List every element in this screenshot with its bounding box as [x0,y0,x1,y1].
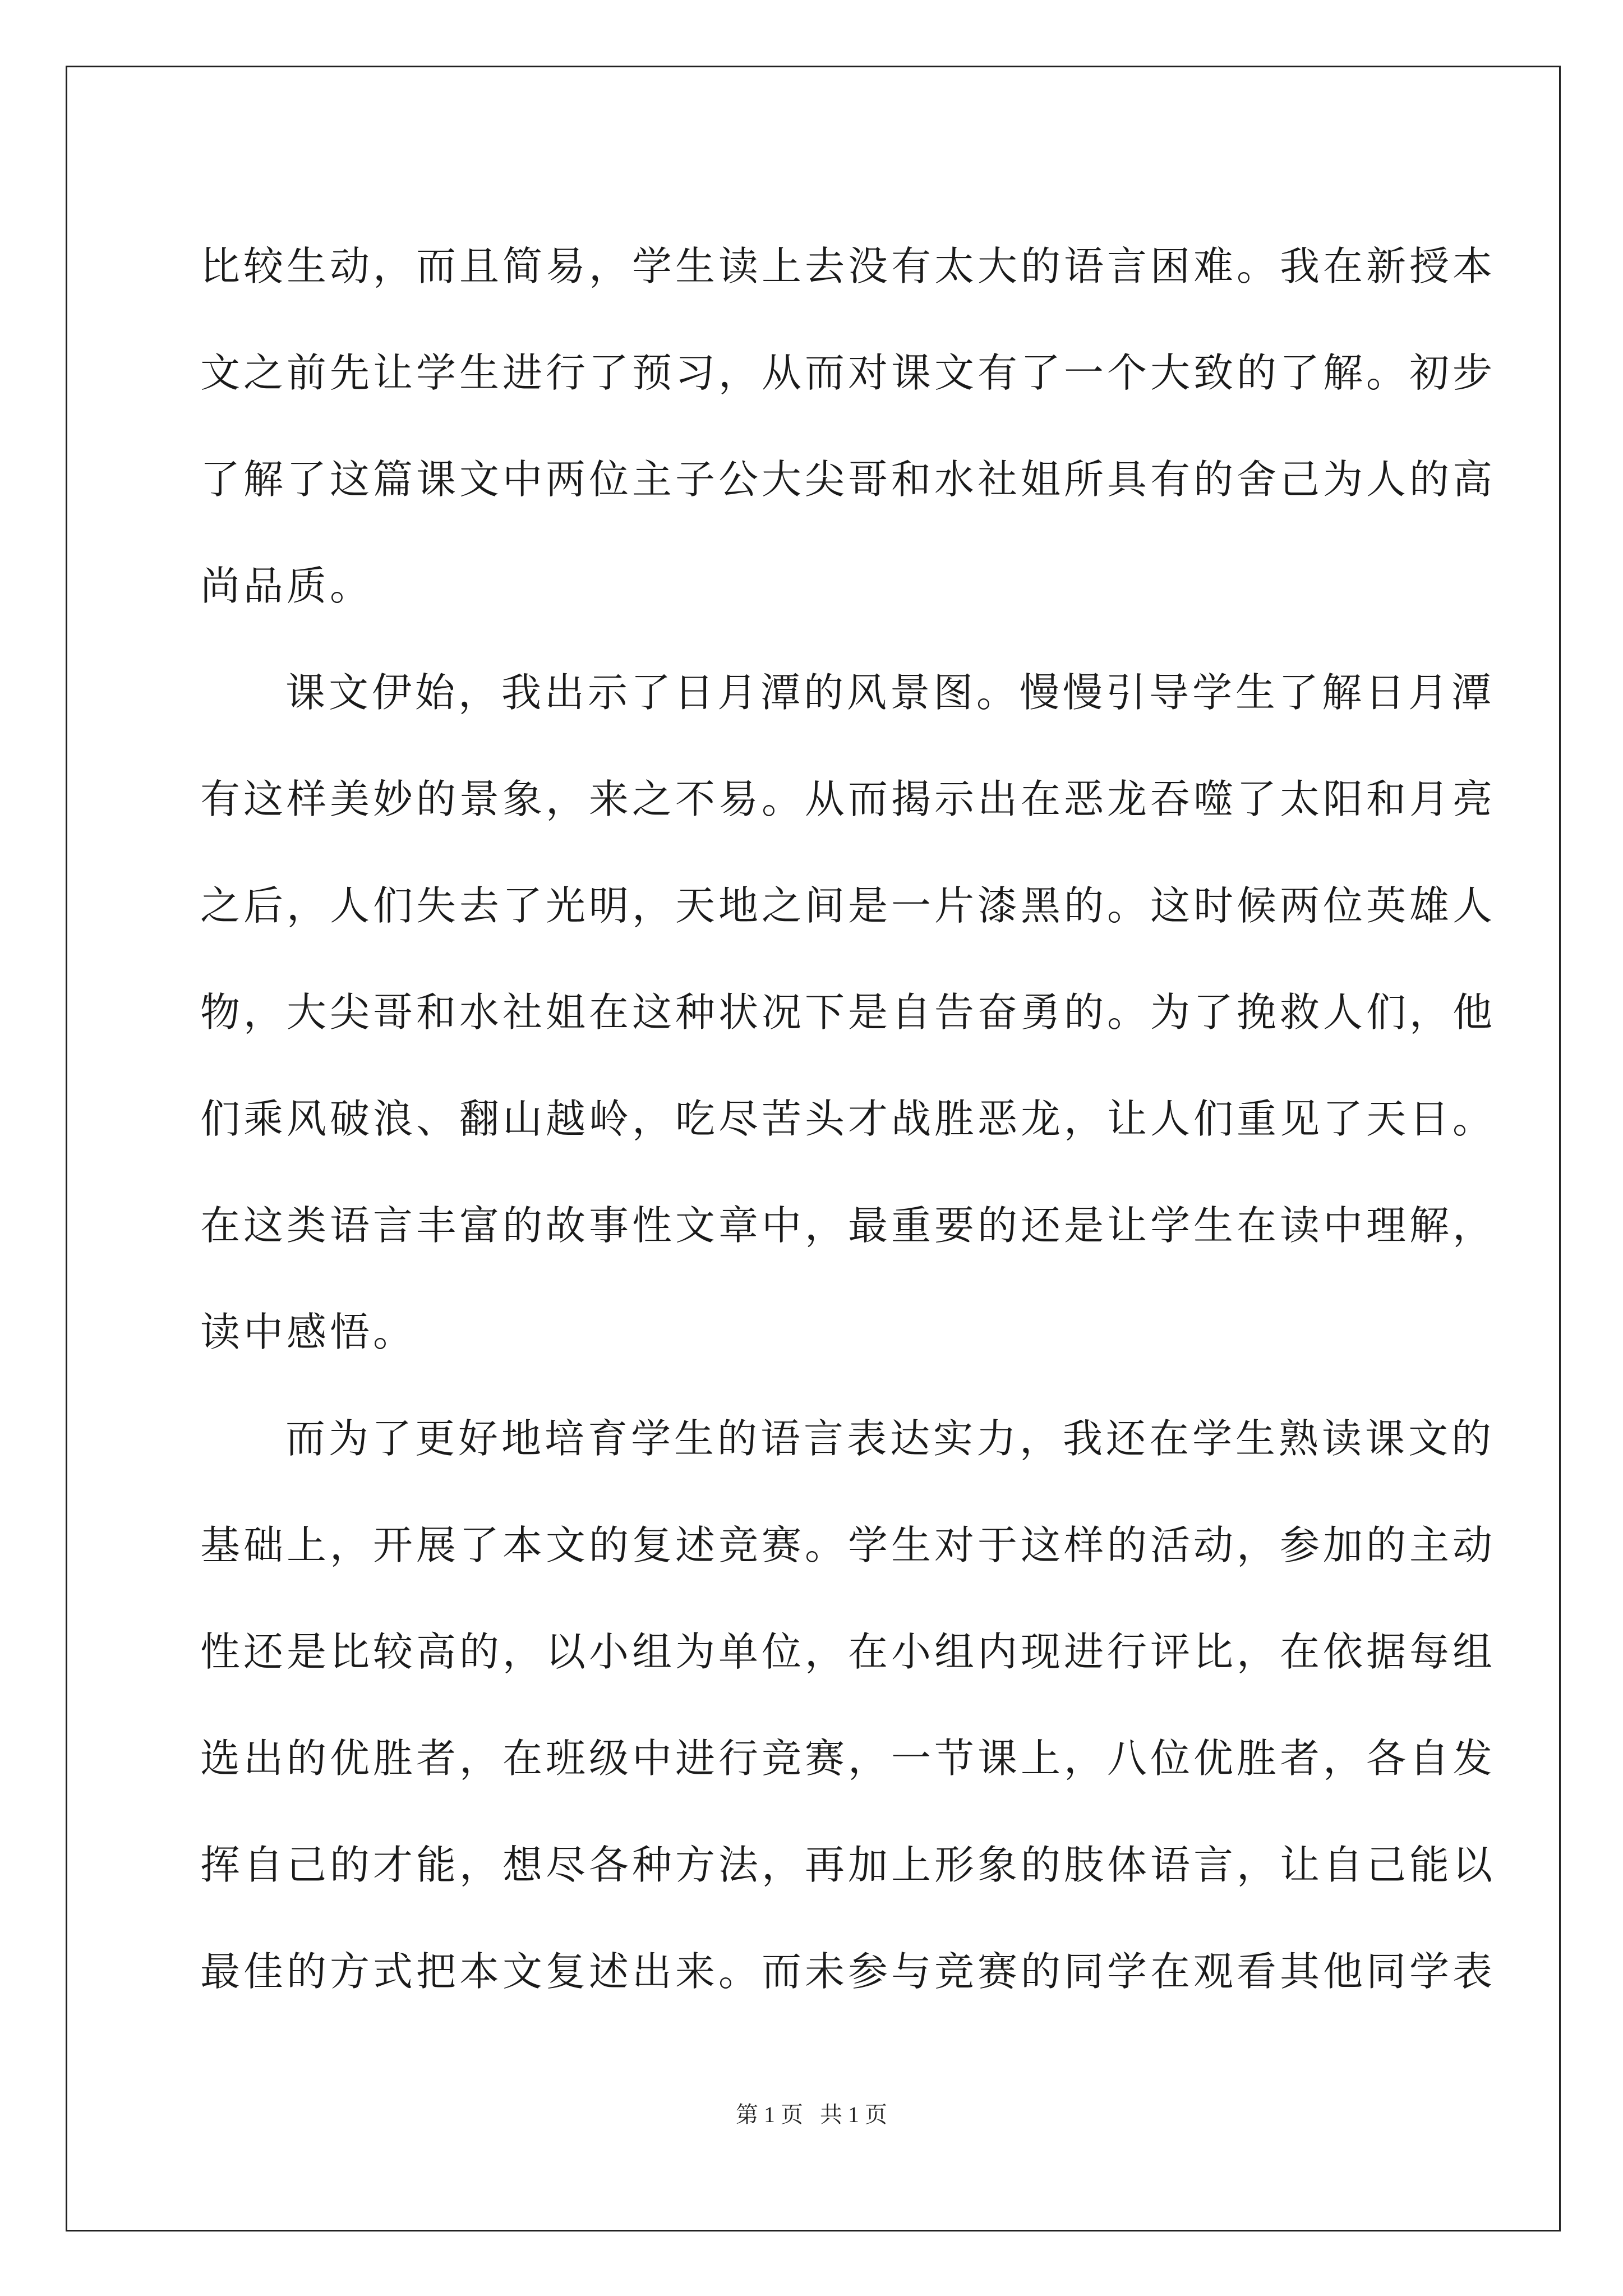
text-line: 最佳的方式把本文复述出来。而未参与竞赛的同学在观看其他同学表 [200,1948,1496,1995]
text-line: 课文伊始，我出示了日月潭的风景图。慢慢引导学生了解日月潭 [285,669,1495,716]
document-body [200,213,1496,2025]
text-line: 在这类语言丰富的故事性文章中，最重要的还是让学生在读中理解， [200,1202,1496,1249]
text-line: 选出的优胜者，在班级中进行竞赛，一节课上，八位优胜者，各自发 [200,1735,1496,1782]
text-line: 之后，人们失去了光明，天地之间是一片漆黑的。这时候两位英雄人 [200,882,1496,929]
text-line: 比较生动，而且简易，学生读上去没有太大的语言困难。我在新授本 [200,243,1496,289]
page-footer [0,2097,1623,2129]
text-line: 读中感悟。 [200,1309,417,1355]
text-line: 有这样美妙的景象，来之不易。从而揭示出在恶龙吞噬了太阳和月亮 [200,776,1496,822]
text-line: 了解了这篇课文中两位主子公大尖哥和水社姐所具有的舍己为人的高 [200,456,1496,503]
text-line: 基础上，开展了本文的复述竞赛。学生对于这样的活动，参加的主动 [200,1522,1496,1568]
page-total: 共 1 页 [820,2102,887,2127]
text-line: 而为了更好地培育学生的语言表达实力，我还在学生熟读课文的 [285,1415,1495,1462]
text-line: 物，大尖哥和水社姐在这种状况下是自告奋勇的。为了挽救人们，他 [200,989,1496,1036]
text-line: 们乘风破浪、翻山越岭，吃尽苦头才战胜恶龙，让人们重见了天日。 [200,1096,1496,1142]
page-number: 第 1 页 [736,2102,803,2127]
text-line: 性还是比较高的，以小组为单位，在小组内现进行评比，在依据每组 [200,1628,1496,1675]
text-line: 文之前先让学生进行了预习，从而对课文有了一个大致的了解。初步 [200,349,1496,396]
text-line: 挥自己的才能，想尽各种方法，再加上形象的肢体语言，让自己能以 [200,1842,1496,1888]
text-line: 尚品质。 [200,563,374,609]
